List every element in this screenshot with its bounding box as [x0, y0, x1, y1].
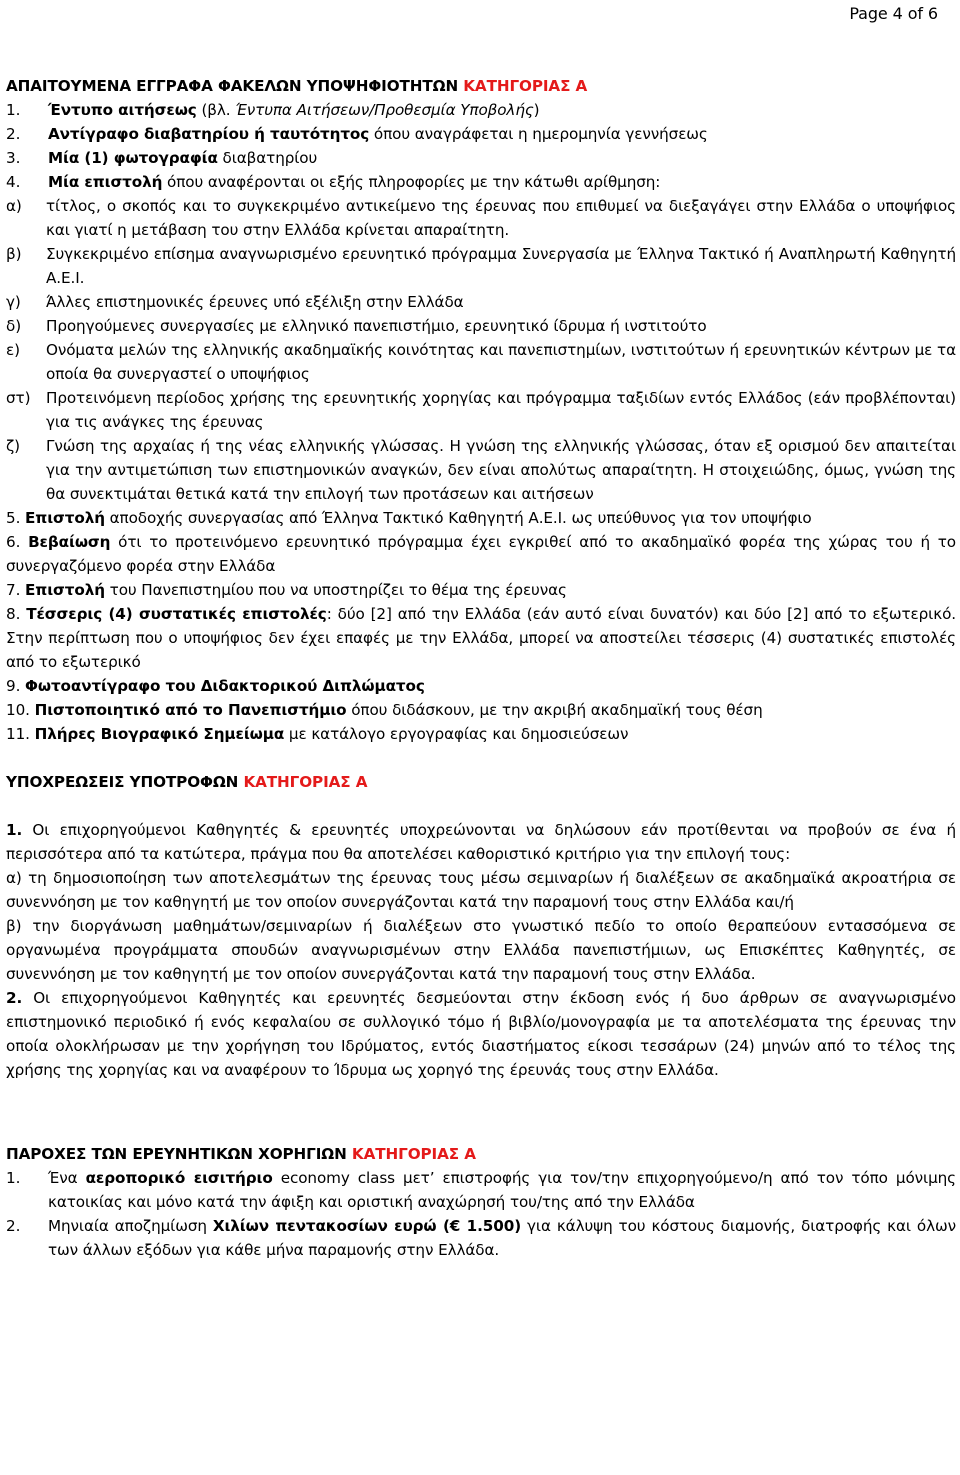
list-item: 1. Έντυπο αιτήσεως (βλ. Έντυπα Αιτήσεων/Προθεσμία Υποβολής) — [6, 101, 540, 119]
list-item: 8. Τέσσερις (4) συστατικές επιστολές: δύο [2] από την Ελλάδα (εάν αυτό είναι δυνατόν) και δύο [2] από το εξωτερικό. Στην περίπτωση που ο υποψήφιος δεν έχει επαφές με την Ελλάδα, μπορεί να αποστείλει τέσσερις (4) συστατικές επιστολές από το εξωτερικό — [6, 605, 956, 671]
page-number: Page 4 of 6 — [849, 4, 938, 23]
document-body — [6, 74, 956, 1262]
sub-item: ε) Ονόματα μελών της ελληνικής ακαδημαϊκής κοινότητας και πανεπιστημίων, ινστιτούτων ή ερευνητικών κέντρων με τα οποία θα συνεργαστεί ο υποψήφιος — [6, 341, 956, 383]
paragraph: β) την διοργάνωση μαθημάτων/σεμιναρίων ή διαλέξεων στο γνωστικό πεδίο το οποίο θεραπεύουν εντασσόμενα σε οργανωμένα προγράμματα σπουδών αναγνωρισμένων στην Ελλάδα πανεπιστήμιων, ως Επισκέπτες Καθηγητές, σε συνεννόηση με τον καθηγητή με τον οποίον συνεργάζονται κατά την παραμονή τους στην Ελλάδα. — [6, 917, 956, 983]
list-item: 1. Ένα αεροπορικό εισιτήριο economy class μετ’ επιστροφής για τον/την επιχορηγούμενο/η από τον τόπο μόνιμης κατοικίας και μόνο κατά την άφιξη και οριστική αναχώρησή του/της από την Ελλάδα — [6, 1169, 956, 1211]
sub-item: ζ) Γνώση της αρχαίας ή της νέας ελληνικής γλώσσας. Η γνώση της ελληνικής γλώσσας, όταν εξ ορισμού δεν απαιτείται για την αντιμετώπιση των επιστημονικών αναγκών, δεν είναι απολύτως απαραίτητη. Η στοιχειώδης, όμως, γνώση της θα συνεκτιμάται θετικά κατά την επιλογή των προτάσεων και αιτήσεων — [6, 437, 956, 503]
list-item: 7. Επιστολή του Πανεπιστημίου που να υποστηρίζει το θέμα της έρευνας — [6, 581, 567, 599]
list-item: 2. Μηνιαία αποζημίωση Χιλίων πεντακοσίων ευρώ (€ 1.500) για κάλυψη του κόστους διαμονής, διατροφής και όλων των άλλων εξόδων για κάθε μήνα παραμονής στην Ελλάδα. — [6, 1217, 956, 1259]
list-item: 10. Πιστοποιητικό από το Πανεπιστήμιο όπου διδάσκουν, με την ακριβή ακαδημαϊκή τους θέση — [6, 701, 763, 719]
paragraph: 2. Οι επιχορηγούμενοι Καθηγητές και ερευνητές δεσμεύονται στην έκδοση ενός ή δυο άρθρων σε αναγνωρισμένο επιστημονικό περιοδικό ή ενός κεφαλαίου σε συλλογικό τόμο ή βιβλίο/μονογραφία με τα αποτελέσματα της έρευνας την οποία ολοκλήρωσαν με την χορήγηση του Ιδρύματος, εντός διαστήματος είκοσι τεσσάρων (24) μηνών από το τέλος της χρήσης της χορηγίας και να αναφέρουν το Ίδρυμα ως χορηγό της έρευνάς τους στην Ελλάδα. — [6, 989, 956, 1079]
sub-item: α) τίτλος, ο σκοπός και το συγκεκριμένο αντικείμενο της έρευνας που επιθυμεί να διεξαγάγει στην Ελλάδα ο υποψήφιος και γιατί η μετάβαση του στην Ελλάδα κρίνεται απαραίτητη. — [6, 197, 956, 239]
list-item: 11. Πλήρες Βιογραφικό Σημείωμα με κατάλογο εργογραφίας και δημοσιεύσεων — [6, 725, 629, 743]
paragraph: 1. Οι επιχορηγούμενοι Καθηγητές & ερευνητές υποχρεώνονται να δηλώσουν εάν προτίθενται να προβούν σε ένα ή περισσότερα από τα κατώτερα, πράγμα που θα αποτελέσει καθοριστικό κριτήριο για την επιλογή τους: — [6, 821, 956, 863]
list-item: 2. Αντίγραφο διαβατηρίου ή ταυτότητος όπου αναγράφεται η ημερομηνία γεννήσεως — [6, 125, 708, 143]
list-item: 6. Βεβαίωση ότι το προτεινόμενο ερευνητικό πρόγραμμα έχει εγκριθεί από το ακαδημαϊκό φορέα της χώρας του ή το συνεργαζόμενο φορέα στην Ελλάδα — [6, 533, 956, 575]
list-item: 9. Φωτοαντίγραφο του Διδακτορικού Διπλώματος — [6, 677, 425, 695]
sub-item: γ) Άλλες επιστημονικές έρευνες υπό εξέλιξη στην Ελλάδα — [6, 293, 464, 311]
paragraph: α) τη δημοσιοποίηση των αποτελεσμάτων της έρευνας τους μέσω σεμιναρίων ή διαλέξεων σε ακαδημαϊκά ακροατήρια σε συνεννόηση με τον καθηγητή με τον οποίον συνεργάζονται κατά την παραμονή τους στην Ελλάδα και/ή — [6, 869, 956, 911]
section-heading-obligations: ΥΠΟΧΡΕΩΣΕΙΣ ΥΠΟΤΡΟΦΩΝ ΚΑΤΗΓΟΡΙΑΣ Α — [6, 773, 368, 791]
sub-item: β) Συγκεκριμένο επίσημα αναγνωρισμένο ερευνητικό πρόγραμμα Συνεργασία με Έλληνα Τακτικό ή Αναπληρωτή Καθηγητή Α.Ε.Ι. — [6, 245, 956, 287]
sub-item: στ) Προτεινόμενη περίοδος χρήσης της ερευνητικής χορηγίας και πρόγραμμα ταξιδίων εντός Ελλάδος (εάν προβλέπονται) για τις ανάγκες της έρευνας — [6, 389, 956, 431]
list-item: 3. Μία (1) φωτογραφία διαβατηρίου — [6, 149, 318, 167]
section-heading-benefits: ΠΑΡΟΧΕΣ ΤΩΝ ΕΡΕΥΝΗΤΙΚΩΝ ΧΟΡΗΓΙΩΝ ΚΑΤΗΓΟΡΙΑΣ Α — [6, 1145, 476, 1163]
list-item: 5. Επιστολή αποδοχής συνεργασίας από Έλληνα Τακτικό Καθηγητή Α.Ε.Ι. ως υπεύθυνος για τον υποψήφιο — [6, 509, 812, 527]
sub-item: δ) Προηγούμενες συνεργασίες με ελληνικό πανεπιστήμιο, ερευνητικό ίδρυμα ή ινστιτούτο — [6, 317, 707, 335]
list-item: 4. Μία επιστολή όπου αναφέρονται οι εξής πληροφορίες με την κάτωθι αρίθμηση: — [6, 173, 661, 191]
section-heading-documents: ΑΠΑΙΤΟΥΜΕΝΑ ΕΓΓΡΑΦΑ ΦΑΚΕΛΩΝ ΥΠΟΨΗΦΙΟΤΗΤΩΝ ΚΑΤΗΓΟΡΙΑΣ Α — [6, 77, 588, 95]
